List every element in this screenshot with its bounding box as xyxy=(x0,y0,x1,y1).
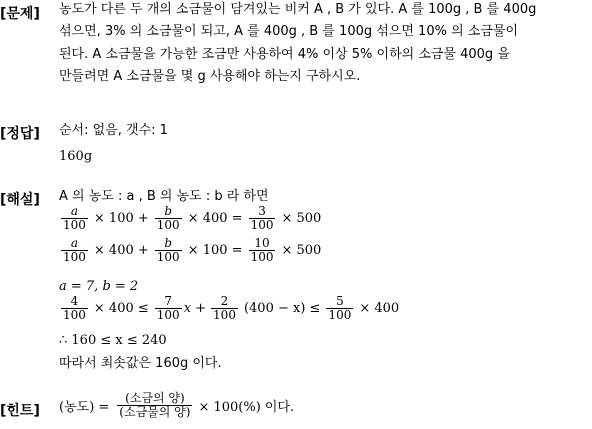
numerator: 7 xyxy=(155,295,182,309)
operator: × 500 xyxy=(281,211,322,226)
numerator: b xyxy=(155,237,182,251)
fraction xyxy=(61,295,88,322)
denominator: 100 xyxy=(250,218,274,232)
numerator: (소금의 양) xyxy=(117,392,192,406)
fraction xyxy=(211,295,238,322)
operator: × 100 + xyxy=(93,211,149,226)
denominator: 100 xyxy=(328,308,352,322)
problem-line: 섞으면, 3% 의 소금물이 되고, A 를 400g , B 를 100g 섞으면 10% 의 소금물이 xyxy=(59,24,519,39)
problem-line: 된다. A 소금물을 가능한 조금만 사용하여 4% 이상 5% 이하의 소금물 400g 을 xyxy=(59,47,510,62)
answer-value: 160g xyxy=(59,149,93,164)
problem-section xyxy=(0,0,592,100)
fraction xyxy=(117,392,192,419)
answer-order-count: 순서: 없음, 갯수: 1 xyxy=(59,123,168,138)
operator: × 400 ≤ xyxy=(93,301,149,316)
fraction xyxy=(155,237,182,264)
denominator: 100 xyxy=(156,308,180,322)
denominator: 100 xyxy=(156,218,180,232)
equation-1 xyxy=(59,205,325,232)
explanation-tag: [해설] xyxy=(0,192,40,208)
solution-values: a = 7, b = 2 xyxy=(59,279,139,294)
hint-lhs: (농도) = xyxy=(59,400,110,415)
problem-line: 만들려면 A 소금물을 몇 g 사용해야 하는지 구하시오. xyxy=(59,69,361,84)
hint-rhs: × 100(%) 이다. xyxy=(198,400,295,415)
explanation-conclusion: 따라서 최솟값은 160g 이다. xyxy=(59,356,222,371)
numerator: b xyxy=(155,205,182,219)
operator: × 400 + xyxy=(93,243,149,258)
denominator: 100 xyxy=(63,308,86,322)
solution-range: ∴ 160 ≤ x ≤ 240 xyxy=(59,333,167,348)
denominator: 100 xyxy=(63,218,86,232)
numerator: 3 xyxy=(249,205,276,219)
fraction xyxy=(155,205,182,232)
operator: × 500 xyxy=(281,243,322,258)
operator: × 400 = xyxy=(187,211,243,226)
fraction xyxy=(249,237,276,264)
numerator: 4 xyxy=(61,295,88,309)
explanation-intro: A 의 농도 : a , B 의 농도 : b 라 하면 xyxy=(59,189,269,204)
fraction xyxy=(61,205,88,232)
hint-section xyxy=(0,392,592,429)
operator: (400 − x) ≤ xyxy=(243,301,321,316)
hint-tag: [힌트] xyxy=(0,403,40,419)
denominator: 100 xyxy=(213,308,236,322)
operator: × 400 xyxy=(359,301,400,316)
denominator: 100 xyxy=(63,250,86,264)
operator: × 100 = xyxy=(187,243,243,258)
denominator: (소금물의 양) xyxy=(119,405,191,419)
numerator: 5 xyxy=(326,295,353,309)
answer-tag: [정답] xyxy=(0,126,40,142)
fraction xyxy=(61,237,88,264)
explanation-section xyxy=(0,186,592,376)
fraction xyxy=(155,295,182,322)
fraction xyxy=(249,205,276,232)
numerator: 2 xyxy=(211,295,238,309)
fraction xyxy=(326,295,353,322)
answer-section xyxy=(0,120,592,170)
equation-2 xyxy=(59,237,325,264)
numerator: a xyxy=(61,205,88,219)
numerator: 10 xyxy=(249,237,276,251)
operator: x + xyxy=(183,301,207,316)
denominator: 100 xyxy=(156,250,180,264)
problem-line: 농도가 다른 두 개의 소금물이 담겨있는 비커 A , B 가 있다. A 를 100g , B 를 400g xyxy=(59,2,537,17)
denominator: 100 xyxy=(250,250,274,264)
hint-formula xyxy=(59,392,294,419)
problem-tag: [문제] xyxy=(0,6,40,22)
numerator: a xyxy=(61,237,88,251)
inequality xyxy=(59,295,403,322)
